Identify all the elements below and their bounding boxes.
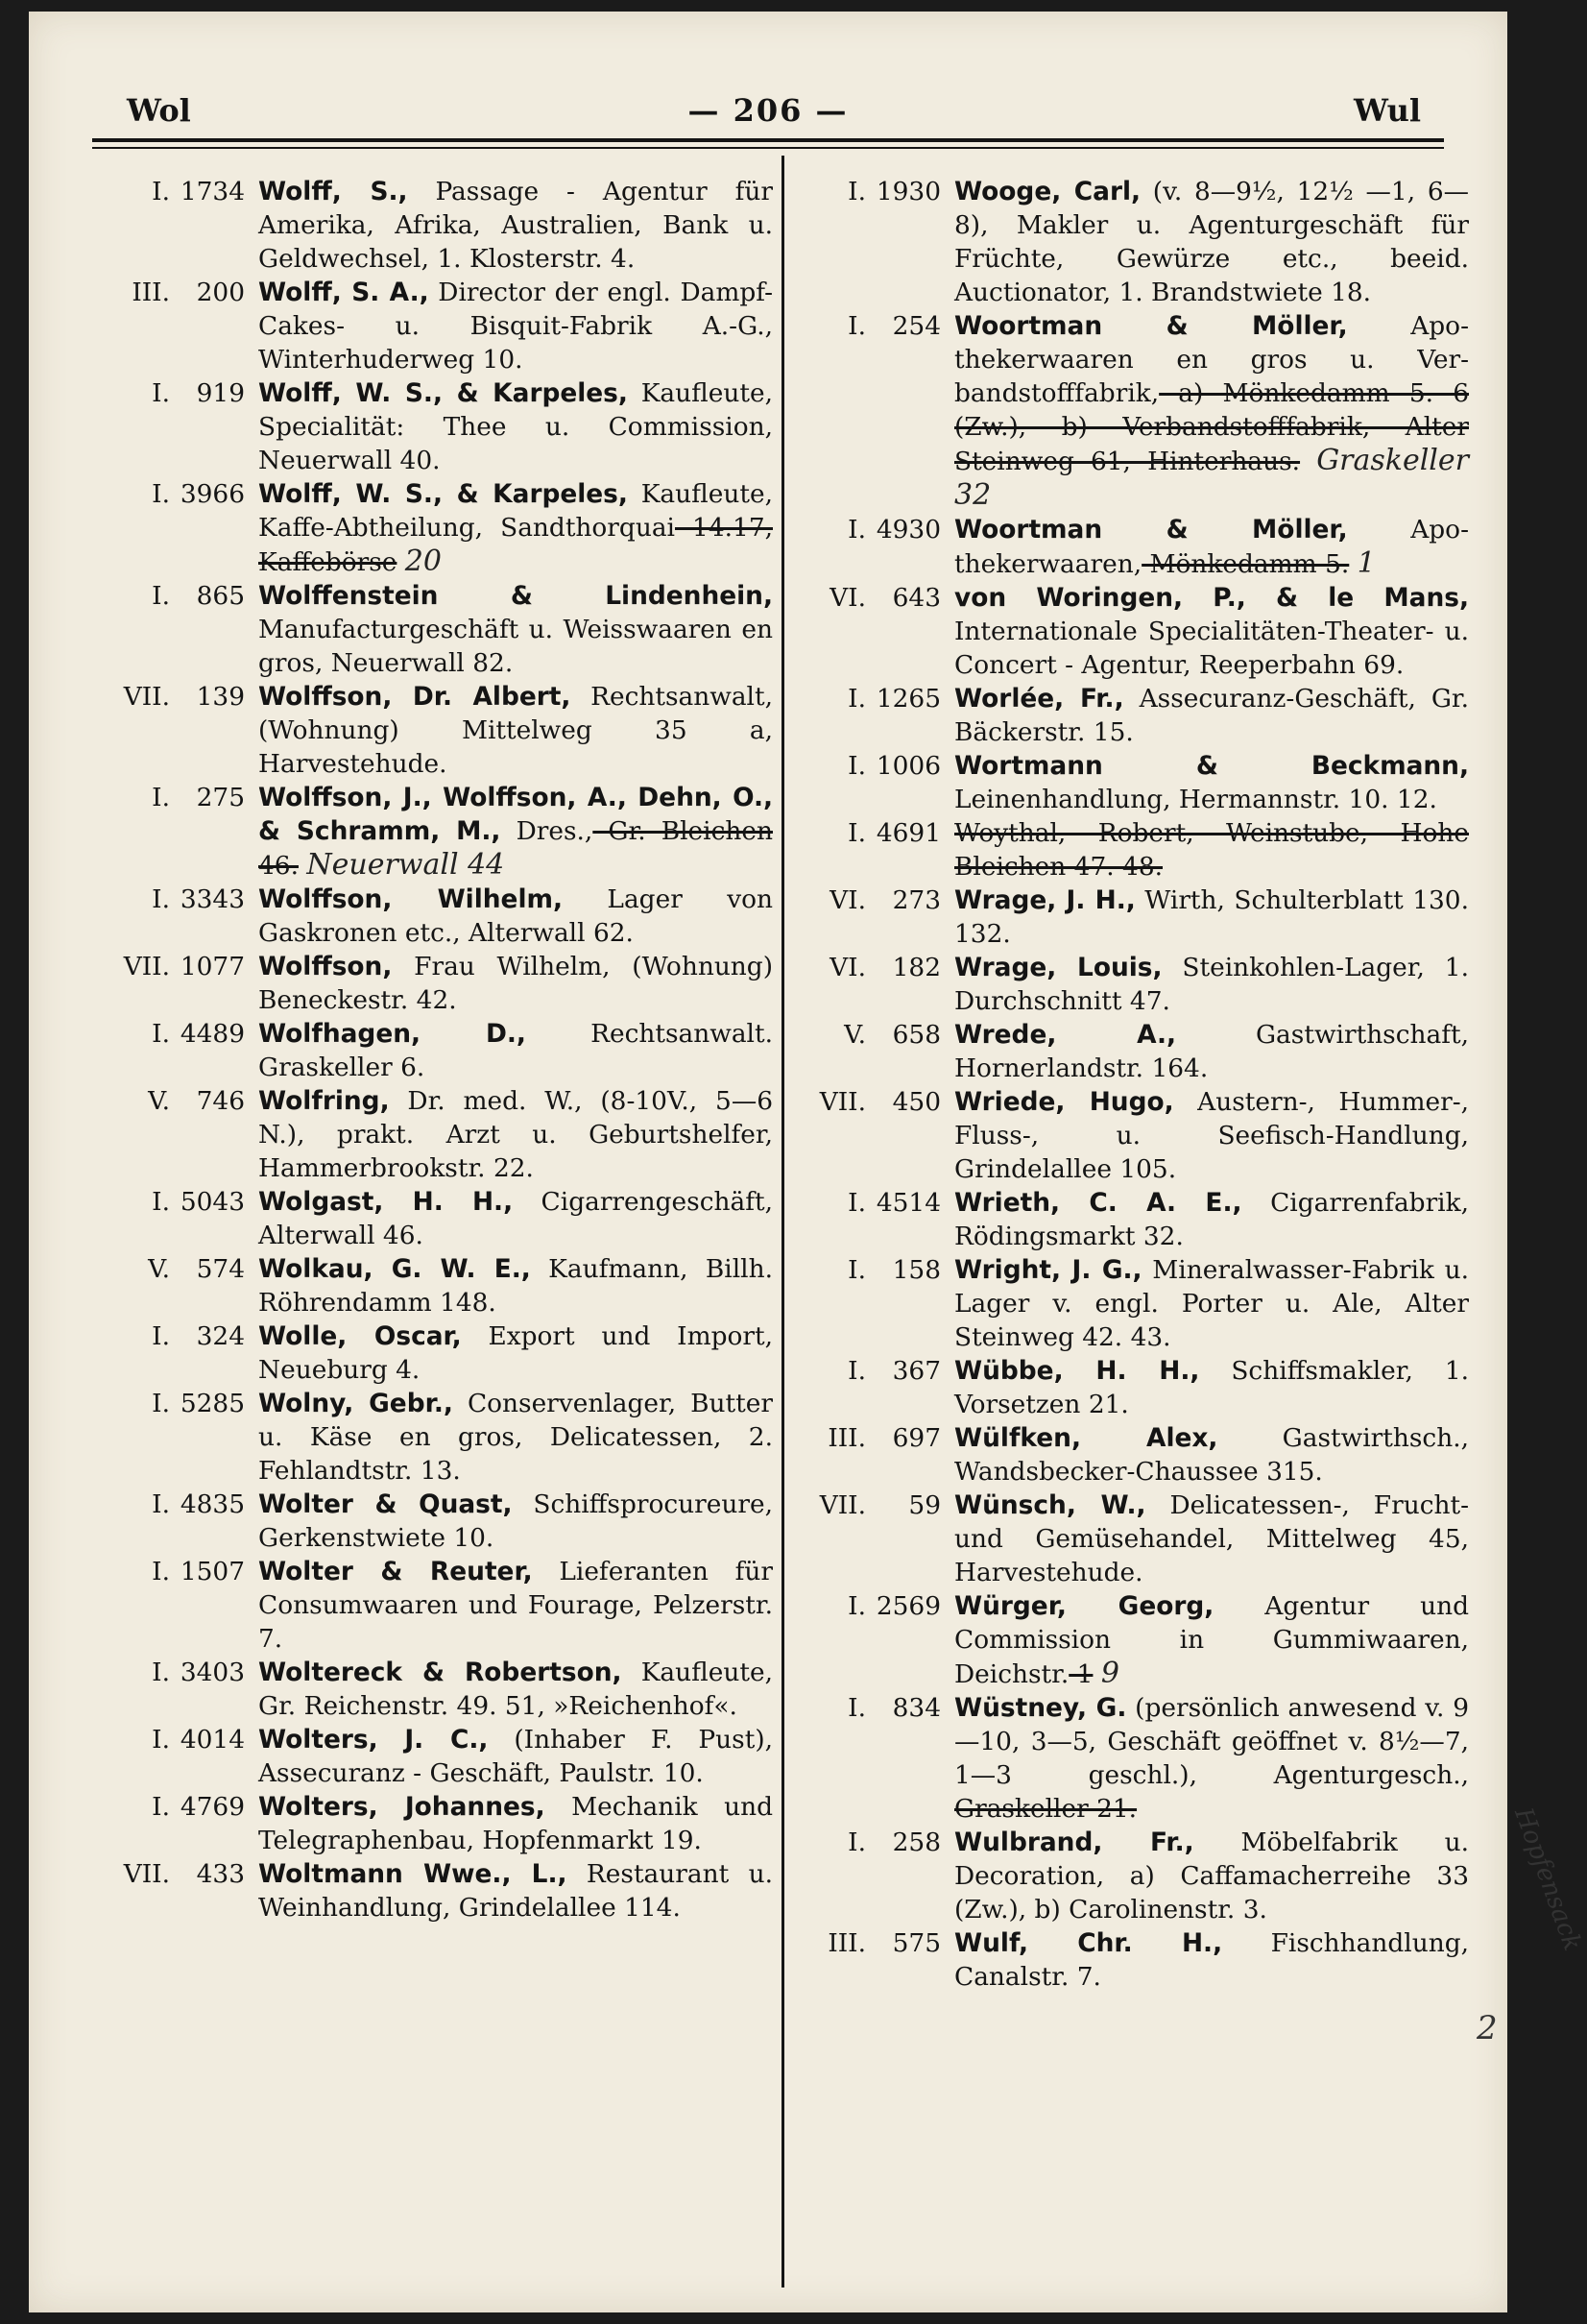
struck-text: Gr. Bleichen 46.: [258, 816, 773, 881]
entry-text: [954, 1489, 1469, 1589]
directory-entry: [101, 1790, 773, 1857]
entry-text: [258, 1017, 773, 1084]
entry-details: Gastwirthsch., Wandsbecker-Chaussee 315.: [954, 1423, 1469, 1487]
entry-number: 433: [196, 1859, 245, 1889]
district-number: I.: [152, 378, 170, 408]
district-number: V.: [148, 1086, 170, 1116]
entry-number: 834: [892, 1693, 941, 1723]
entry-number: 1006: [876, 751, 941, 781]
directory-entry: [797, 513, 1469, 581]
entry-number: 139: [196, 682, 245, 712]
entry-details: Schiffsprocureure, Gerkenstwiete 10.: [258, 1489, 773, 1553]
district-number: I.: [152, 581, 170, 611]
entry-text: [954, 1826, 1469, 1926]
handwritten-correction: 9: [1100, 1657, 1119, 1690]
directory-entry: [101, 1319, 773, 1387]
district-number: I.: [152, 1187, 170, 1217]
district-number: I.: [848, 515, 866, 545]
directory-entry: [797, 1489, 1469, 1589]
entry-text: [954, 884, 1469, 951]
entry-text: [954, 951, 1469, 1018]
entry-name: Wolters, Johannes,: [258, 1792, 545, 1822]
entry-name: Wolters, J. C.,: [258, 1725, 489, 1755]
entry-name: Wrede, A.,: [954, 1020, 1177, 1050]
entry-name: Wolffson, Wilhelm,: [258, 884, 564, 914]
entry-text: [258, 1723, 773, 1790]
entry-name: Wulf, Chr. H.,: [954, 1928, 1223, 1958]
handwritten-correction: Graskeller 32: [954, 444, 1469, 512]
entry-name: Wünsch, W.,: [954, 1490, 1146, 1520]
entry-number: 182: [892, 953, 941, 982]
entry-name: Wrage, J. H.,: [954, 885, 1136, 915]
district-number: I.: [152, 1321, 170, 1351]
entry-details: Lieferanten für Consumwaaren und Fourage, Pelzerstr. 7.: [258, 1557, 773, 1654]
district-number: VI.: [830, 583, 866, 613]
entry-name: von Woringen, P., & le Mans,: [954, 583, 1469, 613]
entry-number: 3966: [180, 479, 245, 509]
entry-text: [258, 1790, 773, 1857]
entry-name: Wolgast, H. H.,: [258, 1187, 514, 1217]
entry-text: [954, 1421, 1469, 1489]
entry-number: 3403: [180, 1658, 245, 1687]
entry-number: 5043: [180, 1187, 245, 1217]
entry-name: Woortman & Möller,: [954, 311, 1348, 341]
entry-name: Wolter & Reuter,: [258, 1557, 533, 1586]
entry-details: Dr. med. W., (8-10V., 5—6 N.), prakt. Arzt u. Geburtshelfer, Hammerbrookstr. 22.: [258, 1086, 773, 1183]
handwritten-correction: 1: [1357, 546, 1376, 580]
directory-entry: [101, 1656, 773, 1723]
directory-entry: [101, 1488, 773, 1555]
entry-details: Restaurant u. Weinhandlung, Grindelallee 114.: [258, 1859, 774, 1923]
struck-text: 14.17, Kaffebörse: [258, 513, 773, 577]
entry-details: Mechanik und Telegraphenbau, Hopfenmarkt 19.: [258, 1792, 773, 1855]
district-number: I.: [152, 177, 170, 206]
entry-name: Wolff, S.,: [258, 177, 408, 206]
entry-details: Schiffsmakler, 1. Vorsetzen 21.: [954, 1356, 1469, 1419]
district-number: I.: [152, 479, 170, 509]
district-number: V.: [844, 1020, 866, 1050]
entry-number: 643: [892, 583, 941, 613]
entry-details: Agentur und Commission in Gummiwaaren, Deichstr.: [954, 1591, 1469, 1689]
entry-number: 1930: [876, 177, 941, 206]
entry-details: Steinkohlen-Lager, 1. Durchschnitt 47.: [954, 953, 1469, 1016]
entry-text: [954, 1354, 1469, 1421]
struck-text: a) Mönkedamm 5. 6 (Zw.), b) Verbandstofffabrik, Alter Steinweg 61, Hinterhaus.: [954, 378, 1469, 476]
entry-details: Passage - Agentur für Amerika, Afrika, Australien, Bank u. Geldwechsel, 1. Klosterstr. 4.: [258, 177, 773, 274]
entry-details: (v. 8—9½, 12½ —1, 6—8), Makler u. Agenturgeschäft für Früchte, Gewürze etc., beeid. Auctionator, 1. Brandstwiete 18.: [954, 177, 1469, 307]
entry-name: Wortmann & Beckmann,: [954, 751, 1469, 781]
entry-name: Wolffson, Dr. Albert,: [258, 682, 571, 712]
entry-text: [258, 680, 773, 781]
entry-name: Wrieth, C. A. E.,: [954, 1188, 1242, 1218]
entry-details: Fischhandlung, Canalstr. 7.: [954, 1928, 1469, 1992]
entry-number: 697: [892, 1423, 941, 1453]
entry-number: 4769: [180, 1792, 245, 1822]
entry-name: Wriede, Hugo,: [954, 1087, 1174, 1117]
entry-text: [258, 1185, 773, 1252]
entry-number: 324: [196, 1321, 245, 1351]
entry-name: Wolffson, J., Wolffson, A., Dehn, O., & Schramm, M.,: [258, 783, 773, 846]
column-divider: [781, 156, 784, 2288]
entry-details: Conservenlager, Butter u. Käse en gros, Delicatessen, 2. Fehlandtstr. 13.: [258, 1389, 773, 1486]
entry-number: 1507: [180, 1557, 245, 1586]
directory-entry: [101, 1252, 773, 1319]
entry-name: Wolff, S. A.,: [258, 278, 429, 307]
header-right: Wul: [1353, 92, 1421, 129]
directory-entry: [101, 376, 773, 477]
header-left: Wol: [127, 92, 191, 129]
entry-text: [258, 1084, 773, 1185]
directory-entry: [797, 175, 1469, 309]
entry-text: [258, 477, 773, 579]
entry-name: Wolffson,: [258, 952, 393, 981]
entry-name: Wülfken, Alex,: [954, 1423, 1218, 1453]
district-number: I.: [152, 1019, 170, 1049]
entry-name: Wolff, W. S., & Karpeles,: [258, 378, 628, 408]
entry-name: Wolff, W. S., & Karpeles,: [258, 479, 628, 509]
district-number: I.: [152, 1489, 170, 1519]
handwritten-correction: Neuerwall 44: [306, 848, 505, 882]
entry-details: Kaufleute, Gr. Reichenstr. 49. 51, »Reichenhof«.: [258, 1658, 773, 1721]
entry-name: Wright, J. G.,: [954, 1255, 1142, 1285]
entry-number: 254: [892, 311, 941, 341]
directory-entry: [797, 1691, 1469, 1826]
struck-text: Mönkedamm 5.: [1142, 549, 1350, 579]
district-number: VII.: [123, 952, 170, 981]
entry-details: Gastwirthschaft, Hornerlandstr. 164.: [954, 1020, 1470, 1083]
entry-name: Würger, Georg,: [954, 1591, 1214, 1621]
entry-details: Apothekerwaaren,: [954, 515, 1469, 579]
entry-name: Wüstney, G.: [954, 1693, 1127, 1723]
directory-entry: [797, 1826, 1469, 1926]
entry-details: (persönlich anwesend v. 9—10, 3—5, Geschäft geöffnet v. 8½—7, 1—3 geschl.), Agenturgesch.,: [954, 1693, 1469, 1790]
entry-name: Wolffenstein & Lindenhein,: [258, 581, 773, 611]
entry-text: [258, 579, 773, 680]
entry-number: 919: [196, 378, 245, 408]
district-number: I.: [152, 884, 170, 914]
entry-text: [258, 883, 773, 950]
entry-text: [258, 1656, 773, 1723]
directory-entry: [101, 477, 773, 579]
district-number: VI.: [830, 953, 866, 982]
directory-entry: [101, 680, 773, 781]
entry-number: 575: [892, 1928, 941, 1958]
entry-text: [954, 581, 1469, 682]
entry-text: [258, 1387, 773, 1488]
entry-details: Kaufleute, Kaffe-Abtheilung, Sandthorquai: [258, 479, 773, 543]
district-number: VII.: [819, 1087, 866, 1117]
directory-entry: [797, 682, 1469, 749]
right-column: [797, 175, 1469, 1994]
entry-details: Manufacturgeschäft u. Weisswaaren en gros, Neuerwall 82.: [258, 615, 773, 678]
directory-entry: [101, 1084, 773, 1185]
directory-entry: [797, 581, 1469, 682]
entry-text: [258, 1252, 773, 1319]
directory-entry: [797, 951, 1469, 1018]
entry-name: Woltereck & Robertson,: [258, 1658, 622, 1687]
entry-text: [258, 950, 773, 1017]
directory-entry: [101, 1185, 773, 1252]
entry-text: [954, 1691, 1469, 1826]
entry-number: 5285: [180, 1389, 245, 1418]
entry-details: Cigarrenfabrik, Rödingsmarkt 32.: [954, 1188, 1470, 1251]
handwritten-correction: 20: [404, 545, 442, 578]
entry-number: 158: [892, 1255, 941, 1285]
district-number: VII.: [819, 1490, 866, 1520]
entry-number: 258: [892, 1828, 941, 1857]
struck-text: Graskeller 21.: [954, 1794, 1138, 1824]
entry-number: 450: [892, 1087, 941, 1117]
entry-text: [258, 1319, 773, 1387]
entry-text: [954, 513, 1469, 581]
margin-note: Hopfensack: [1508, 1804, 1587, 1955]
entry-number: 273: [892, 885, 941, 915]
entry-number: 4514: [876, 1188, 941, 1218]
entry-details: Cigarrengeschäft, Alterwall 46.: [258, 1187, 773, 1250]
entry-text: [954, 1085, 1469, 1186]
directory-entry: [797, 1354, 1469, 1421]
entry-name: Wolkau, G. W. E.,: [258, 1254, 531, 1284]
entry-name: Wolfring,: [258, 1086, 390, 1116]
entry-name: Wolfhagen, D.,: [258, 1019, 526, 1049]
entry-name: Wooge, Carl,: [954, 177, 1142, 206]
header-rule: [92, 138, 1444, 142]
entry-number: 4014: [180, 1725, 245, 1755]
district-number: I.: [848, 684, 866, 714]
district-number: I.: [848, 177, 866, 206]
entry-text: [258, 1857, 773, 1925]
entry-text: [258, 1555, 773, 1656]
district-number: I.: [848, 751, 866, 781]
page-header: [92, 83, 1444, 140]
entry-text: [954, 1926, 1469, 1994]
entry-name: Worlée, Fr.,: [954, 684, 1124, 714]
directory-entry: [101, 1723, 773, 1790]
entry-number: 1077: [180, 952, 245, 981]
entry-name: Wrage, Louis,: [954, 953, 1163, 982]
entry-details: Delicatessen-, Frucht- und Gemüsehandel, Mittelweg 45, Harvestehude.: [954, 1490, 1469, 1587]
directory-entry: [101, 1017, 773, 1084]
district-number: I.: [152, 1389, 170, 1418]
district-number: I.: [152, 783, 170, 812]
entry-number: 658: [892, 1020, 941, 1050]
directory-entry: [101, 1387, 773, 1488]
directory-page: [29, 12, 1587, 2312]
entry-number: 200: [196, 278, 245, 307]
directory-entry: [101, 950, 773, 1017]
directory-entry: [101, 781, 773, 883]
district-number: I.: [152, 1725, 170, 1755]
entry-number: 746: [196, 1086, 245, 1116]
entry-details: Mineralwasser-Fabrik u. Lager v. engl. Porter u. Ale, Alter Steinweg 42. 43.: [954, 1255, 1469, 1352]
entry-name: Wolle, Oscar,: [258, 1321, 462, 1351]
entry-name: Wolny, Gebr.,: [258, 1389, 453, 1418]
entry-text: [954, 682, 1469, 749]
entry-number: 1734: [180, 177, 245, 206]
district-number: I.: [848, 1356, 866, 1386]
header-rule-thin: [92, 147, 1444, 149]
directory-entry: [101, 883, 773, 950]
entry-number: 59: [908, 1490, 941, 1520]
entry-details: Frau Wilhelm, (Wohnung) Beneckestr. 42.: [258, 952, 773, 1015]
directory-entry: [101, 1555, 773, 1656]
page-number: — 206 —: [687, 92, 849, 129]
entry-name: Woortman & Möller,: [954, 515, 1348, 545]
entry-text: [258, 376, 773, 477]
entry-number: 4835: [180, 1489, 245, 1519]
entry-text: [954, 1589, 1469, 1691]
entry-details: Kaufleute, Specialität: Thee u. Commission, Neuerwall 40.: [258, 378, 773, 475]
entry-details: Export und Import, Neueburg 4.: [258, 1321, 773, 1385]
entry-number: 574: [196, 1254, 245, 1284]
district-number: III.: [132, 278, 170, 307]
directory-entry: [797, 1253, 1469, 1354]
entry-text: [258, 175, 773, 276]
directory-entry: [101, 175, 773, 276]
district-number: I.: [848, 1693, 866, 1723]
district-number: III.: [828, 1928, 866, 1958]
left-column: [101, 175, 773, 1925]
entry-text: [954, 309, 1469, 513]
entry-text: [258, 1488, 773, 1555]
entry-name: Wulbrand, Fr.,: [954, 1828, 1194, 1857]
district-number: I.: [848, 311, 866, 341]
entry-details: Austern-, Hummer-, Fluss-, u. Seefisch-Handlung, Grindelallee 105.: [954, 1087, 1470, 1184]
entry-number: 1265: [876, 684, 941, 714]
directory-entry: [797, 1186, 1469, 1253]
entry-name: Wolter & Quast,: [258, 1489, 513, 1519]
entry-details: Internationale Specialitäten-Theater- u. Concert - Agentur, Reeperbahn 69.: [954, 617, 1469, 680]
district-number: VII.: [123, 682, 170, 712]
district-number: I.: [152, 1557, 170, 1586]
district-number: I.: [152, 1792, 170, 1822]
entry-number: 4691: [876, 818, 941, 848]
district-number: III.: [828, 1423, 866, 1453]
entry-text: [954, 749, 1469, 816]
directory-entry: [797, 884, 1469, 951]
entry-details: Rechtsanwalt, (Wohnung) Mittelweg 35 a, Harvestehude.: [258, 682, 773, 779]
entry-details: Wirth, Schulterblatt 130. 132.: [954, 885, 1469, 949]
struck-text: 1: [1069, 1659, 1094, 1689]
directory-entry: [797, 309, 1469, 513]
directory-entry: [797, 1421, 1469, 1489]
entry-number: 275: [196, 783, 245, 812]
directory-entry: [797, 1926, 1469, 1994]
district-number: I.: [152, 1658, 170, 1687]
entry-details: Möbelfabrik u. Decoration, a) Caffamacherreihe 33 (Zw.), b) Carolinenstr. 3.: [954, 1828, 1469, 1925]
entry-details: Kaufmann, Billh. Röhrendamm 148.: [258, 1254, 773, 1318]
directory-entry: [797, 1085, 1469, 1186]
margin-note: 2: [1477, 2009, 1498, 2047]
entry-number: 4930: [876, 515, 941, 545]
entry-number: 865: [196, 581, 245, 611]
district-number: VII.: [123, 1859, 170, 1889]
directory-entry: [101, 1857, 773, 1925]
entry-number: 4489: [180, 1019, 245, 1049]
directory-entry: [101, 276, 773, 376]
entry-number: 367: [892, 1356, 941, 1386]
entry-details: Apothekerwaaren en gros u. Verbandstofffabrik,: [954, 311, 1469, 408]
district-number: I.: [848, 1828, 866, 1857]
entry-text: [954, 816, 1469, 884]
directory-entry: [797, 1589, 1469, 1691]
entry-details: Assecuranz-Geschäft, Gr. Bäckerstr. 15.: [954, 684, 1470, 747]
entry-details: Dres.,: [500, 816, 593, 846]
entry-text: [954, 175, 1469, 309]
entry-details: Rechtsanwalt. Graskeller 6.: [258, 1019, 773, 1082]
entry-text: [954, 1018, 1469, 1085]
entry-details: Lager von Gaskronen etc., Alterwall 62.: [258, 884, 773, 948]
directory-entry: [101, 579, 773, 680]
entry-details: Leinenhandlung, Hermannstr. 10. 12.: [954, 785, 1437, 814]
district-number: VI.: [830, 885, 866, 915]
entry-number: 3343: [180, 884, 245, 914]
entry-details: Director der engl. Dampf-Cakes- u. Bisquit-Fabrik A.-G., Winterhuderweg 10.: [258, 278, 774, 375]
district-number: I.: [848, 1255, 866, 1285]
entry-details: (Inhaber F. Pust), Assecuranz - Geschäft, Paulstr. 10.: [258, 1725, 774, 1788]
directory-entry: [797, 749, 1469, 816]
district-number: I.: [848, 1188, 866, 1218]
entry-text: [954, 1186, 1469, 1253]
directory-entry: [797, 1018, 1469, 1085]
directory-entry: [797, 816, 1469, 884]
district-number: I.: [848, 818, 866, 848]
entry-name: Woltmann Wwe., L.,: [258, 1859, 567, 1889]
entry-name: Wübbe, H. H.,: [954, 1356, 1200, 1386]
entry-number: 2569: [876, 1591, 941, 1621]
struck-text: Woythal, Robert, Weinstube, Hohe Bleichen 47. 48.: [954, 818, 1469, 882]
entry-text: [258, 781, 773, 883]
district-number: I.: [848, 1591, 866, 1621]
entry-text: [258, 276, 773, 376]
district-number: V.: [148, 1254, 170, 1284]
entry-text: [954, 1253, 1469, 1354]
